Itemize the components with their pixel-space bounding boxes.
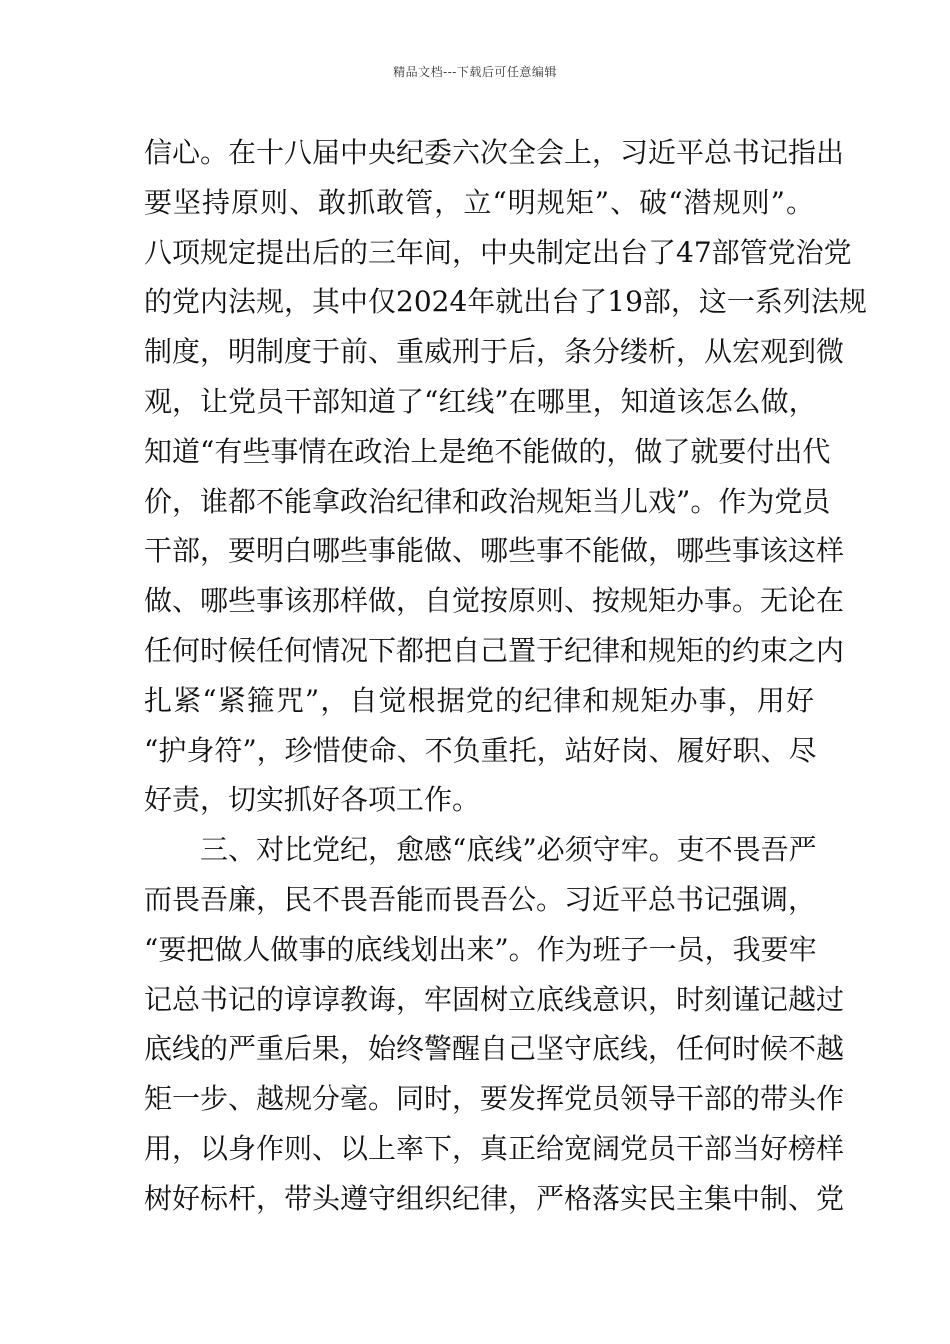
document-body <box>144 128 867 1224</box>
text-line: 要坚持原则、敢抓敢管，立“明规矩”、破“潜规则”。 <box>144 185 814 219</box>
paragraph <box>144 128 867 825</box>
text-line: 价，谁都不能拿政治纪律和政治规矩当儿戏”。作为党员 <box>144 484 831 518</box>
text-line: 记总书记的谆谆教诲，牢固树立底线意识，时刻谨记越过 <box>144 982 845 1016</box>
text-line: 扎紧“紧箍咒”，自觉根据党的纪律和规矩办事，用好 <box>144 683 814 717</box>
text-line: 知道“有些事情在政治上是绝不能做的，做了就要付出代 <box>144 434 831 468</box>
text-line: 制度，明制度于前、重威刑于后，条分缕析，从宏观到微 <box>144 335 845 369</box>
text-line: 观，让党员干部知道了“红线”在哪里，知道该怎么做， <box>144 384 817 418</box>
text-line: 的党内法规，其中仅2024年就出台了19部，这一系列法规 <box>144 285 867 319</box>
text-line: 树好标杆，带头遵守组织纪律，严格落实民主集中制、党 <box>144 1181 845 1215</box>
text-line: 三、对比党纪，愈感“底线”必须守牢。吏不畏吾严 <box>200 833 817 867</box>
text-line: 做、哪些事该那样做，自觉按原则、按规矩办事。无论在 <box>144 584 845 618</box>
text-line: 矩一步、越规分毫。同时，要发挥党员领导干部的带头作 <box>144 1082 845 1116</box>
text-line: 底线的严重后果，始终警醒自己坚守底线，任何时候不越 <box>144 1032 845 1066</box>
text-line: “护身符”，珍惜使命、不负重托，站好岗、履好职、尽 <box>144 733 817 767</box>
text-line: “要把做人做事的底线划出来”。作为班子一员，我要牢 <box>144 932 817 966</box>
text-line: 八项规定提出后的三年间，中央制定出台了47部管党治党 <box>144 235 852 269</box>
text-line: 用，以身作则、以上率下，真正给宽阔党员干部当好榜样 <box>144 1131 845 1165</box>
text-line: 信心。在十八届中央纪委六次全会上，习近平总书记指出 <box>144 136 845 169</box>
paragraph <box>144 825 845 1223</box>
text-line: 而畏吾廉，民不畏吾能而畏吾公。习近平总书记强调， <box>144 882 817 916</box>
text-line: 任何时候任何情况下都把自己置于纪律和规矩的约束之内 <box>144 633 845 667</box>
text-line: 干部，要明白哪些事能做、哪些事不能做，哪些事该这样 <box>144 534 845 568</box>
page-header: 精品文档---下载后可任意编辑 <box>393 65 557 79</box>
text-line: 好责，切实抓好各项工作。 <box>144 783 481 817</box>
